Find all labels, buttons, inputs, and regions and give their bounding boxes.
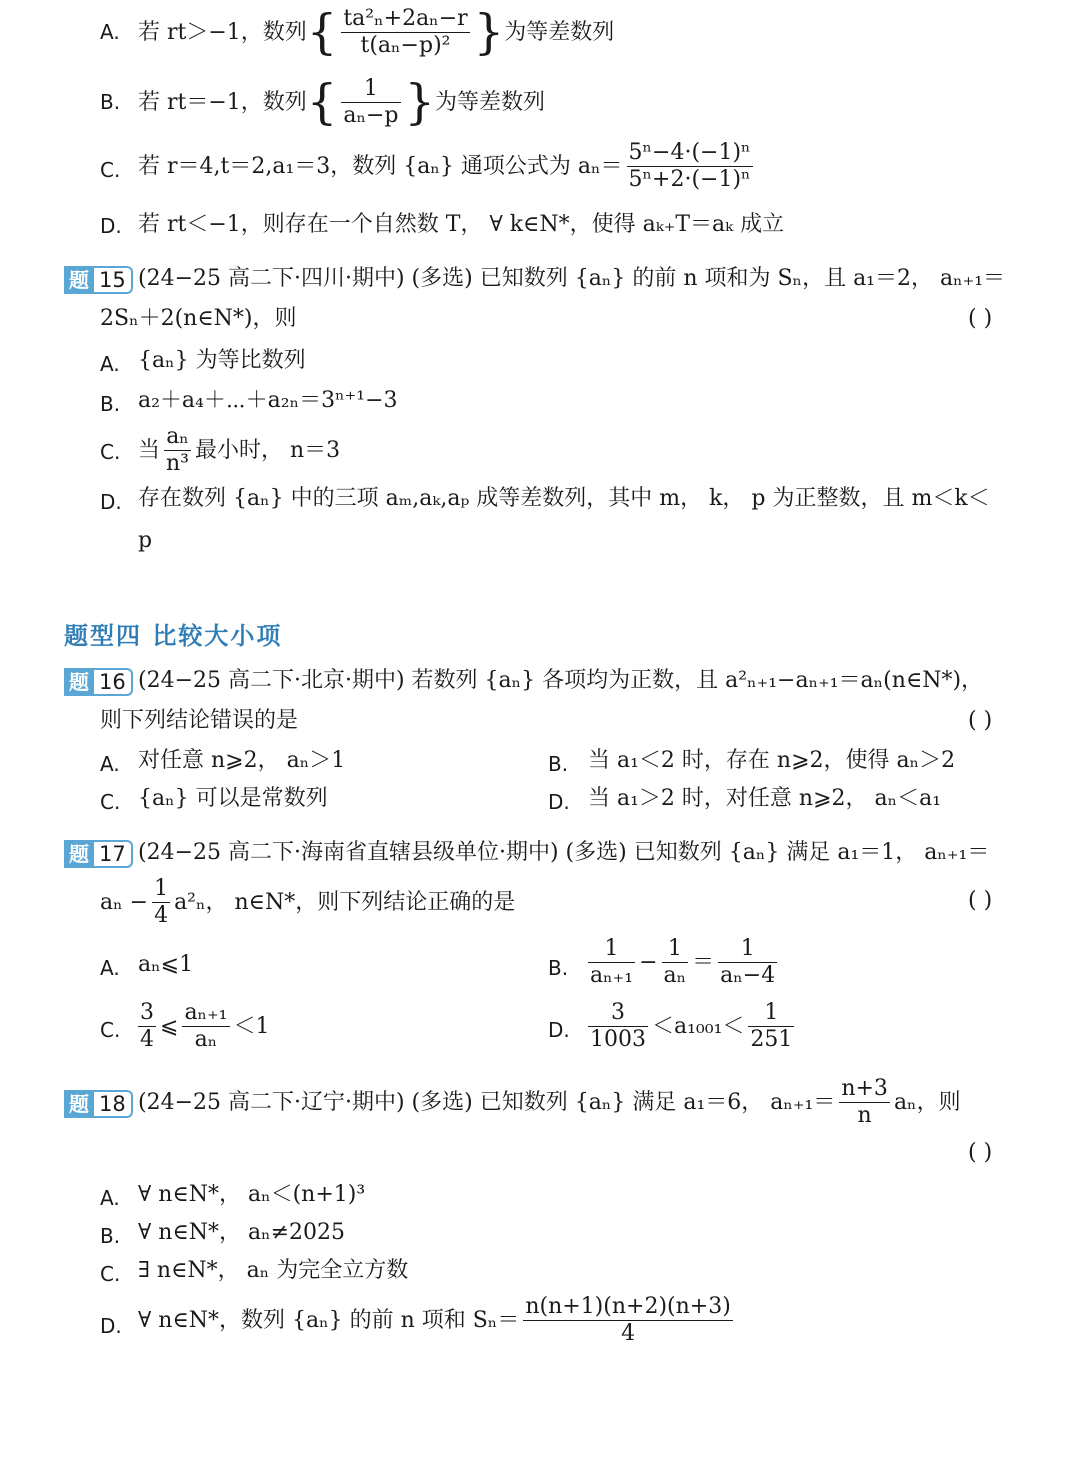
fraction-denominator: t(aₙ−p)² [360, 33, 451, 59]
question-badge [64, 1090, 133, 1118]
q18-option-a: ∀ n∈N*， aₙ＜(n+1)³ [138, 1182, 366, 1207]
option-text: 若 r＝4,t＝2,a₁＝3，数列 {aₙ} 通项公式为 aₙ＝ [138, 153, 623, 179]
option-letter: D. [548, 1018, 570, 1042]
option-letter: D. [100, 1314, 122, 1338]
option-letter: C. [100, 158, 121, 182]
fraction [182, 1000, 229, 1054]
stem-text: aₙ，则 [893, 1089, 961, 1115]
option-text: 若 rt＞−1，数列 [138, 19, 307, 45]
option-letter: B. [100, 1224, 121, 1248]
q14-option-c [138, 140, 757, 194]
fraction-denominator: aₙ−4 [720, 963, 776, 989]
fraction [341, 6, 469, 60]
q18-option-c: ∃ n∈N*， aₙ 为完全立方数 [138, 1258, 409, 1283]
operator: − [639, 949, 658, 975]
q17-option-d [584, 1000, 798, 1054]
fraction-numerator: ta²ₙ+2aₙ−r [341, 6, 469, 33]
option-letter: B. [100, 392, 121, 416]
question-icon: 题 [64, 668, 94, 696]
fraction [718, 936, 777, 990]
answer-paren: ( ) [968, 306, 993, 331]
answer-paren: ( ) [968, 708, 993, 733]
q15-option-c [138, 424, 340, 478]
option-text: ＜a₁₀₀₁＜ [652, 1013, 745, 1039]
fraction-denominator: 4 [621, 1321, 636, 1347]
option-letter: C. [100, 1262, 121, 1286]
q17-option-a: aₙ⩽1 [138, 952, 194, 977]
fraction-numerator: 5ⁿ−4·(−1)ⁿ [627, 140, 753, 167]
option-letter: B. [548, 752, 569, 776]
fraction [164, 424, 191, 478]
fraction-numerator: aₙ [164, 424, 191, 451]
q17-stem-line2 [100, 876, 515, 930]
option-letter: B. [548, 956, 569, 980]
fraction-numerator: 1 [341, 76, 400, 103]
fraction-denominator: aₙ [663, 963, 687, 989]
answer-paren: ( ) [968, 888, 993, 913]
option-letter: A. [100, 752, 120, 776]
q16-option-c: {aₙ} 可以是常数列 [138, 786, 328, 811]
answer-paren: ( ) [968, 1140, 993, 1165]
option-letter: A. [100, 1186, 120, 1210]
question-icon: 题 [64, 266, 94, 294]
stem-text: a²ₙ， n∈N*，则下列结论正确的是 [174, 889, 516, 915]
fraction-numerator: aₙ₊₁ [182, 1000, 229, 1027]
option-letter: D. [548, 790, 570, 814]
fraction-denominator: aₙ [194, 1027, 218, 1053]
q15-option-d: 存在数列 {aₙ} 中的三项 aₘ,aₖ,aₚ 成等差数列，其中 m， k， p 为正整数，且 m＜k＜ [138, 486, 990, 511]
q14-option-b: 若 rt＝−1，数列{ $\frac{1}{\text{aₙ−p}}$ }为等差数列 [138, 74, 546, 130]
fraction [839, 1076, 890, 1130]
stem-text: (24−25 高二下·辽宁·期中) (多选) 已知数列 {aₙ} 满足 a₁＝6， aₙ₊₁＝ [138, 1089, 836, 1115]
operator: ⩽ [160, 1013, 179, 1039]
fraction [523, 1294, 732, 1348]
option-text: 为等差数列 [504, 19, 615, 45]
question-icon: 题 [64, 1090, 94, 1118]
q17-option-c [134, 1000, 270, 1054]
option-letter: A. [100, 352, 120, 376]
fraction-numerator: n(n+1)(n+2)(n+3) [523, 1294, 732, 1321]
q16-stem-line1: (24−25 高二下·北京·期中) 若数列 {aₙ} 各项均为正数，且 a²ₙ₊₁−aₙ₊₁＝aₙ(n∈N*)， [138, 668, 984, 693]
option-text: 最小时， n＝3 [195, 437, 341, 463]
fraction-numerator: 1 [152, 876, 170, 903]
q14-option-a: 若 rt＞−1，数列{ $\frac{\text{ta²ₙ+2aₙ−r}}{\text{t(aₙ−p)²}}$ }为等差数列 [138, 4, 615, 60]
q15-option-a: {aₙ} 为等比数列 [138, 348, 306, 373]
fraction-denominator: 5ⁿ+2·(−1)ⁿ [628, 167, 751, 193]
fraction [748, 1000, 794, 1054]
question-number: 15 [94, 266, 133, 294]
fraction-numerator: 1 [588, 936, 635, 963]
fraction-denominator: 4 [154, 903, 169, 929]
fraction-numerator: 3 [138, 1000, 156, 1027]
question-icon: 题 [64, 840, 94, 868]
fraction [152, 876, 170, 930]
q17-stem-line1: (24−25 高二下·海南省直辖县级单位·期中) (多选) 已知数列 {aₙ} 满足 a₁＝1， aₙ₊₁＝ [138, 840, 990, 865]
question-badge [64, 840, 133, 868]
fraction-numerator: 1 [718, 936, 777, 963]
fraction-denominator: n [857, 1103, 872, 1129]
fraction [588, 1000, 648, 1054]
q15-option-b: a₂＋a₄＋⋯＋a₂ₙ＝3ⁿ⁺¹−3 [138, 388, 398, 413]
q15-stem-line2: 2Sₙ＋2(n∈N*)，则 [100, 306, 297, 331]
q16-option-b: 当 a₁＜2 时，存在 n⩾2，使得 aₙ＞2 [588, 748, 956, 773]
fraction [138, 1000, 156, 1054]
question-number: 18 [94, 1090, 133, 1118]
option-letter: D. [100, 214, 122, 238]
option-text: ∀ n∈N*，数列 {aₙ} 的前 n 项和 Sₙ＝ [138, 1307, 520, 1333]
question-number: 17 [94, 840, 133, 868]
fraction-denominator: 251 [750, 1027, 793, 1053]
q18-option-d [138, 1294, 737, 1348]
fraction [662, 936, 689, 990]
q18-option-b: ∀ n∈N*， aₙ≠2025 [138, 1220, 346, 1245]
question-badge [64, 668, 133, 696]
operator: ＝ [692, 949, 715, 975]
option-letter: B. [100, 90, 121, 114]
question-number: 16 [94, 668, 133, 696]
q16-stem-line2: 则下列结论错误的是 [100, 708, 299, 733]
option-letter: C. [100, 1018, 121, 1042]
q17-option-b [584, 936, 781, 990]
fraction-denominator: aₙ₊₁ [590, 963, 634, 989]
option-text: 若 rt＝−1，数列 [138, 89, 307, 115]
q16-option-a: 对任意 n⩾2， aₙ＞1 [138, 748, 346, 773]
option-letter: C. [100, 790, 121, 814]
fraction [341, 76, 400, 130]
option-letter: A. [100, 956, 120, 980]
option-text: 当 [138, 437, 161, 463]
fraction [588, 936, 635, 990]
fraction-denominator: aₙ−p [343, 103, 399, 129]
fraction-denominator: 1003 [590, 1027, 646, 1053]
q15-stem-line1: (24−25 高二下·四川·期中) (多选) 已知数列 {aₙ} 的前 n 项和为 Sₙ，且 a₁＝2， aₙ₊₁＝ [138, 266, 1006, 291]
option-letter: C. [100, 440, 121, 464]
fraction-numerator: n+3 [839, 1076, 890, 1103]
q15-option-d-cont: p [138, 528, 153, 553]
option-text: ＜1 [233, 1013, 270, 1039]
fraction-denominator: n³ [166, 451, 190, 477]
fraction-numerator: 1 [662, 936, 689, 963]
question-badge [64, 266, 133, 294]
section-title: 题型四 比较大小项 [64, 622, 283, 650]
q18-stem [138, 1076, 961, 1130]
q14-option-d: 若 rt＜−1，则存在一个自然数 T， ∀ k∈N*，使得 aₖ₊T＝aₖ 成立 [138, 212, 785, 237]
fraction [627, 140, 753, 194]
option-text: 为等差数列 [435, 89, 546, 115]
stem-text: aₙ − [100, 889, 149, 915]
option-letter: D. [100, 490, 122, 514]
fraction-numerator: 3 [588, 1000, 648, 1027]
q16-option-d: 当 a₁＞2 时，对任意 n⩾2， aₙ＜a₁ [588, 786, 942, 811]
fraction-numerator: 1 [748, 1000, 794, 1027]
option-letter: A. [100, 20, 120, 44]
fraction-denominator: 4 [140, 1027, 154, 1053]
